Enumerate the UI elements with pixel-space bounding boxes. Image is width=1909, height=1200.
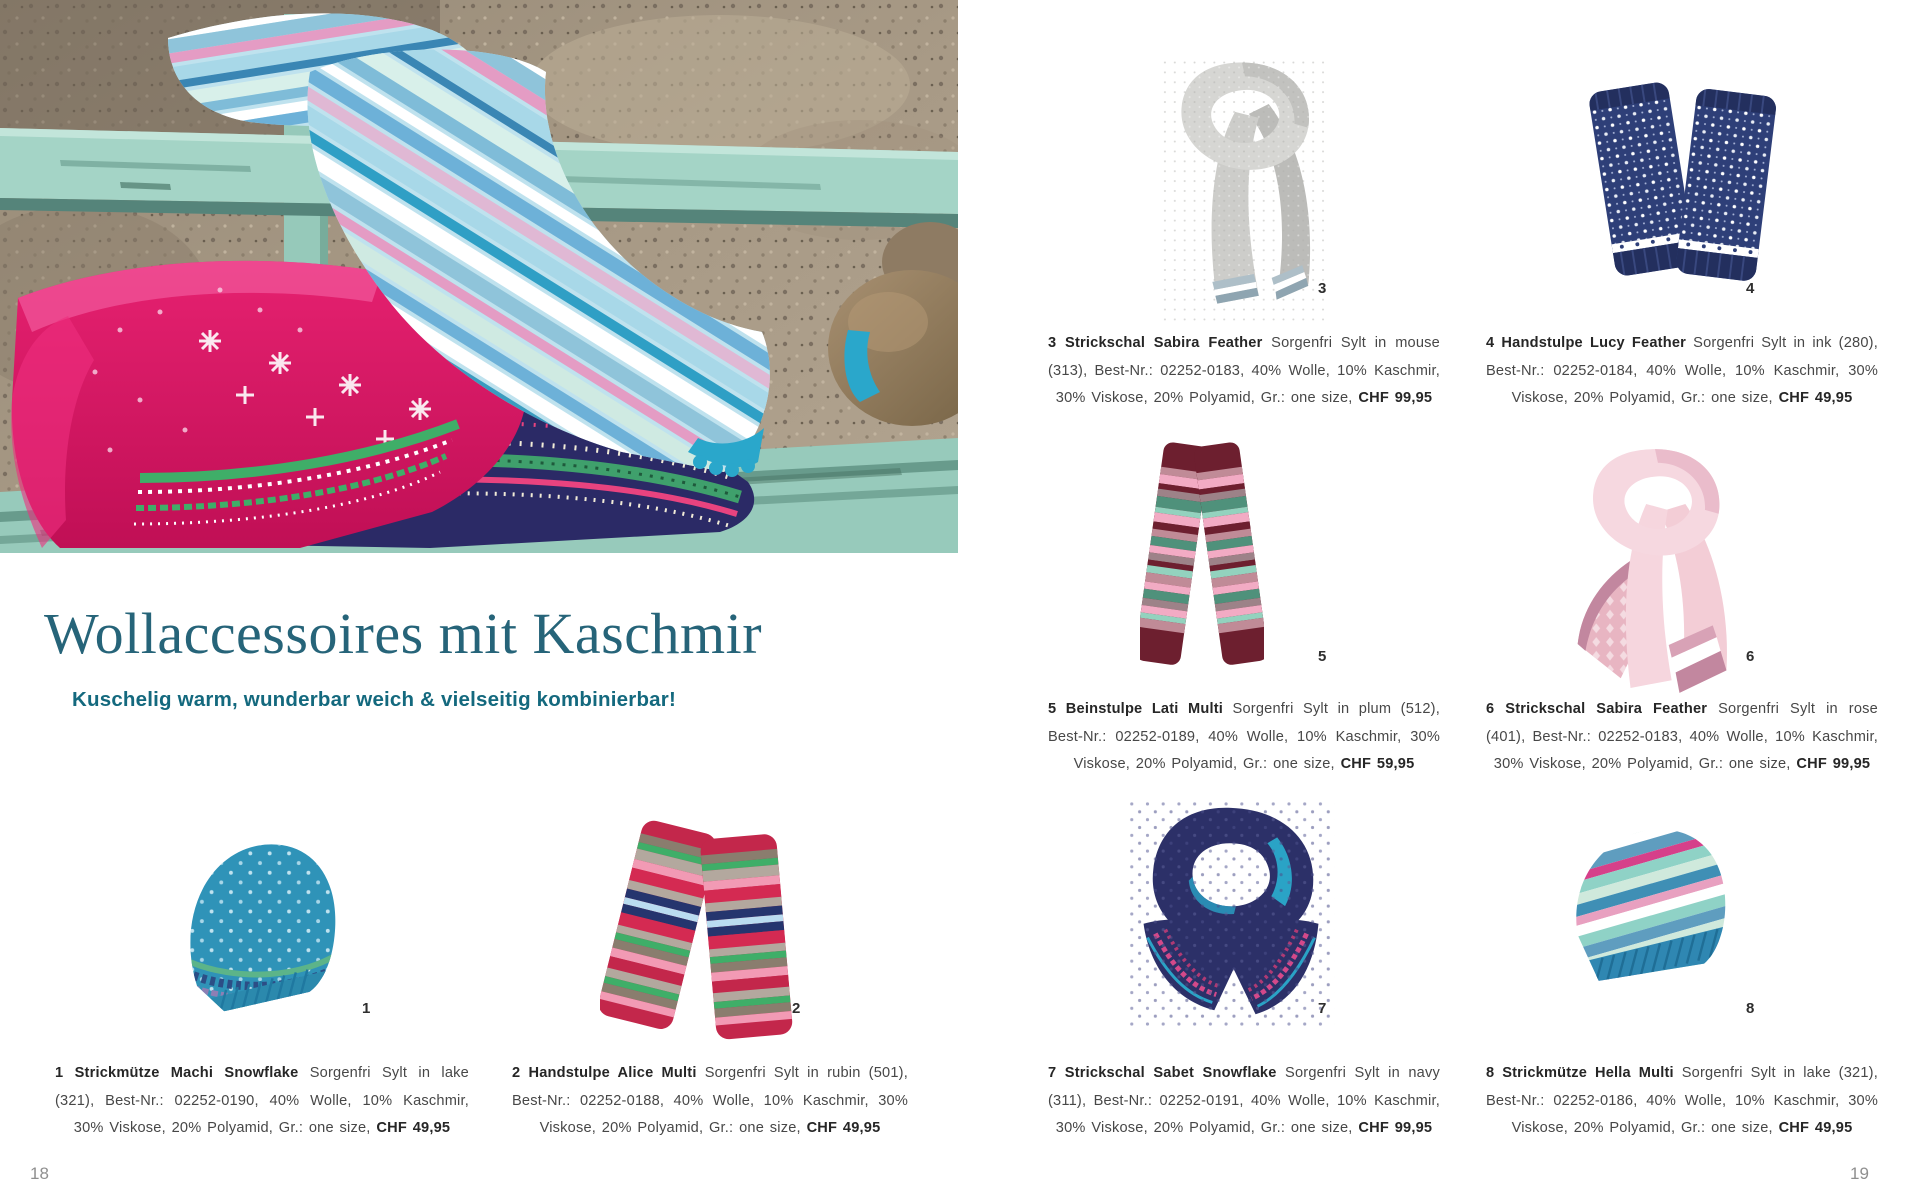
product-8-label: 8 Strickmütze Hella Multi [1486, 1065, 1674, 1081]
product-5-number: 5 [1318, 648, 1327, 665]
product-8-details: Sorgenfri Sylt in lake (321), Best-Nr.: 02252-0186, 40% Wolle, 10% Kaschmir, 30% Viskose, 20% Polyamid, Gr.: one size, [1486, 1065, 1878, 1136]
hero-photo-illustration [0, 0, 958, 553]
product-5-description [1048, 696, 1440, 779]
product-1-number: 1 [362, 1000, 371, 1017]
navy-pattern-wrist-warmers-illustration [1588, 58, 1784, 304]
product-7-label: 7 Strickschal Sabet Snowflake [1048, 1065, 1277, 1081]
product-7-image [1126, 800, 1336, 1026]
product-2-image [600, 795, 810, 1050]
product-1-details: Sorgenfri Sylt in lake (321), Best-Nr.: 02252-0190, 40% Wolle, 10% Kaschmir, 30% Viskose, 20% Polyamid, Gr.: one size, [55, 1065, 469, 1136]
product-8-image [1560, 818, 1738, 1000]
product-8-number: 8 [1746, 1000, 1755, 1017]
product-4-label: 4 Handstulpe Lucy Feather [1486, 335, 1687, 351]
product-2-price: CHF 49,95 [806, 1120, 881, 1136]
rose-looped-scarf-illustration [1562, 442, 1748, 704]
page-number-left: 18 [30, 1164, 49, 1183]
page-subtitle: Kuschelig warm, wunderbar weich & vielseitig kombinierbar! [72, 688, 676, 711]
product-2-details: Sorgenfri Sylt in rubin (501), Best-Nr.: 02252-0188, 40% Wolle, 10% Kaschmir, 30% Viskose, 20% Polyamid, Gr.: one size, [512, 1065, 908, 1136]
product-6-number: 6 [1746, 648, 1755, 665]
plum-striped-leg-warmers-illustration [1140, 430, 1264, 680]
product-8-price: CHF 49,95 [1778, 1120, 1853, 1136]
product-6-label: 6 Strickschal Sabira Feather [1486, 701, 1708, 717]
red-striped-wrist-warmers-illustration [600, 795, 810, 1050]
product-2-label: 2 Handstulpe Alice Multi [512, 1065, 697, 1081]
product-4-number: 4 [1746, 280, 1755, 297]
product-6-image [1562, 442, 1748, 704]
product-7-number: 7 [1318, 1000, 1327, 1017]
navy-looped-scarf-illustration [1126, 800, 1336, 1026]
page-number-right: 19 [1850, 1164, 1869, 1183]
product-7-description [1048, 1060, 1440, 1143]
product-6-description [1486, 696, 1878, 779]
multi-striped-beanie-illustration [1560, 818, 1738, 1000]
product-6-details: Sorgenfri Sylt in rose (401), Best-Nr.: 02252-0183, 40% Wolle, 10% Kaschmir, 30% Viskose, 20% Polyamid, Gr.: one size, [1486, 701, 1878, 772]
product-3-description [1048, 330, 1440, 413]
product-1-description [55, 1060, 469, 1143]
product-1-label: 1 Strickmütze Machi Snowflake [55, 1065, 299, 1081]
product-2-description [512, 1060, 908, 1143]
product-3-number: 3 [1318, 280, 1327, 297]
product-5-image [1140, 430, 1264, 680]
product-3-label: 3 Strickschal Sabira Feather [1048, 335, 1263, 351]
product-1-image [168, 828, 352, 1024]
page-title: Wollaccessoires mit Kaschmir [44, 601, 763, 666]
product-5-details: Sorgenfri Sylt in plum (512), Best-Nr.: 02252-0189, 40% Wolle, 10% Kaschmir, 30% Viskose, 20% Polyamid, Gr.: one size, [1048, 701, 1440, 772]
product-8-description [1486, 1060, 1878, 1143]
product-3-details: Sorgenfri Sylt in mouse (313), Best-Nr.: 02252-0183, 40% Wolle, 10% Kaschmir, 30% Viskose, 20% Polyamid, Gr.: one size, [1048, 335, 1440, 406]
product-4-details: Sorgenfri Sylt in ink (280), Best-Nr.: 02252-0184, 40% Wolle, 10% Kaschmir, 30% Viskose, 20% Polyamid, Gr.: one size, [1486, 335, 1878, 406]
teal-dotted-beanie-illustration [168, 828, 352, 1024]
product-3-image [1158, 52, 1326, 324]
product-4-price: CHF 49,95 [1778, 390, 1853, 406]
product-3-price: CHF 99,95 [1358, 390, 1433, 406]
hero-photo [0, 0, 958, 553]
product-2-number: 2 [792, 1000, 801, 1017]
product-7-price: CHF 99,95 [1358, 1120, 1433, 1136]
product-6-price: CHF 99,95 [1796, 756, 1871, 772]
product-5-price: CHF 59,95 [1340, 756, 1415, 772]
product-4-description [1486, 330, 1878, 413]
product-4-image [1588, 58, 1784, 304]
grey-looped-scarf-illustration [1158, 52, 1326, 324]
product-7-details: Sorgenfri Sylt in navy (311), Best-Nr.: 02252-0191, 40% Wolle, 10% Kaschmir, 30% Viskose, 20% Polyamid, Gr.: one size, [1048, 1065, 1440, 1136]
product-1-price: CHF 49,95 [376, 1120, 451, 1136]
product-5-label: 5 Beinstulpe Lati Multi [1048, 701, 1224, 717]
